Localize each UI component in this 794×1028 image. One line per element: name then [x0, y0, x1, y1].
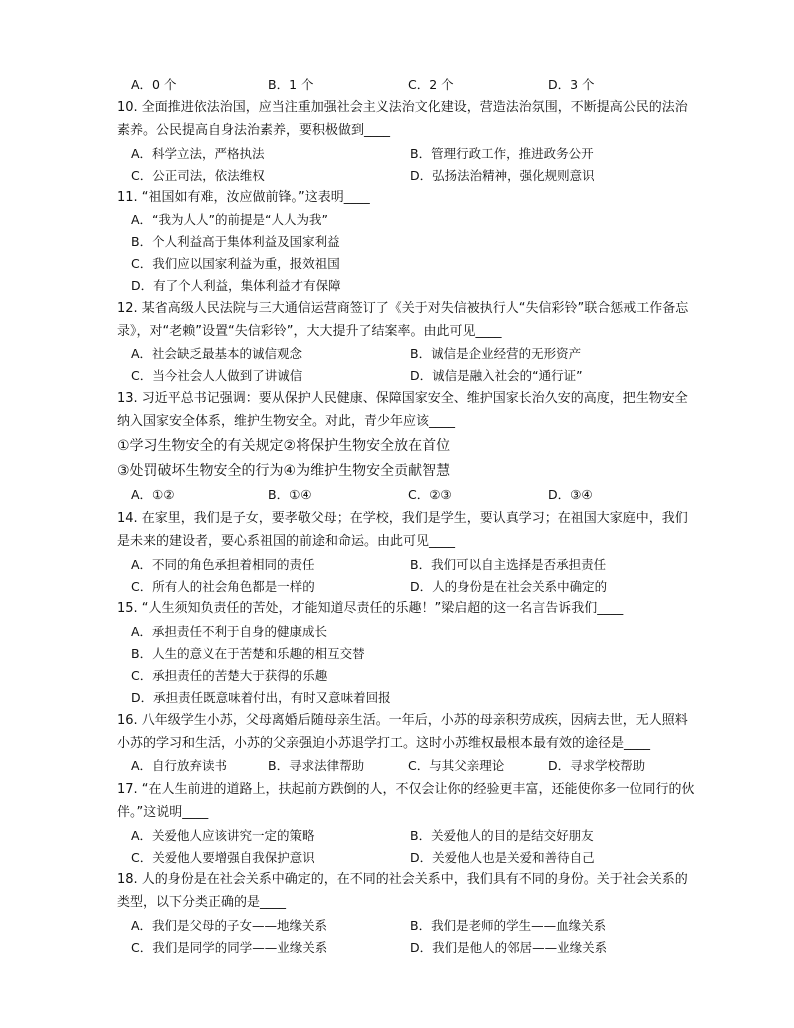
- q14-option-c[interactable]: C．所有人的社会角色都是一样的: [131, 579, 315, 594]
- q18-stem-line2: 类型，以下分类正确的是____: [117, 895, 287, 910]
- q11-option-a[interactable]: A．“我为人人”的前提是“人人为我”: [131, 212, 328, 227]
- q18-stem-line1: 18. 人的身份是在社会关系中确定的，在不同的社会关系中，我们具有不同的身份。关于社会关系的: [117, 872, 688, 887]
- q13-stem-line2: 纳入国家安全体系，维护生物安全。对此，青少年应该____: [117, 414, 456, 429]
- q17-stem-line2: 伴。”这说明____: [117, 805, 209, 820]
- q12-stem-line1: 12. 某省高级人民法院与三大通信运营商签订了《关于对失信被执行人“失信彩铃”联合惩戒工作备忘: [117, 301, 689, 316]
- q10-stem-line1: 10. 全面推进依法治国，应当注重加强社会主义法治文化建设，营造法治氛围，不断提高公民的法治: [117, 100, 688, 115]
- q17-option-c[interactable]: C．关爱他人要增强自我保护意识: [131, 850, 315, 865]
- q10-option-c[interactable]: C．公正司法，依法维权: [131, 168, 265, 183]
- q13-statement-line2: ③处罚破坏生物安全的行为④为维护生物安全贡献智慧: [117, 463, 451, 479]
- q10-stem-line2: 素养。公民提高自身法治素养，要积极做到____: [117, 123, 391, 138]
- q17-option-d[interactable]: D．关爱他人也是关爱和善待自己: [410, 850, 595, 865]
- q18-option-d[interactable]: D．我们是他人的邻居——业缘关系: [410, 940, 608, 955]
- q14-option-b[interactable]: B．我们可以自主选择是否承担责任: [410, 557, 607, 572]
- q13-option-c[interactable]: C．②③: [408, 487, 452, 502]
- q11-option-c[interactable]: C．我们应以国家利益为重，报效祖国: [131, 256, 340, 271]
- q9-option-a[interactable]: A．0 个: [131, 77, 177, 92]
- q15-option-b[interactable]: B．人生的意义在于苦楚和乐趣的相互交替: [131, 646, 365, 661]
- q12-option-c[interactable]: C．当今社会人人做到了讲诚信: [131, 368, 303, 383]
- q18-option-c[interactable]: C．我们是同学的同学——业缘关系: [131, 940, 328, 955]
- q15-stem: 15. “人生须知负责任的苦处，才能知道尽责任的乐趣！”梁启超的这一名言告诉我们____: [117, 601, 624, 616]
- q15-option-a[interactable]: A．承担责任不利于自身的健康成长: [131, 624, 328, 639]
- q10-option-d[interactable]: D．弘扬法治精神，强化规则意识: [410, 168, 595, 183]
- q12-option-d[interactable]: D．诚信是融入社会的“通行证”: [410, 368, 583, 383]
- q13-stem-line1: 13. 习近平总书记强调：要从保护人民健康、保障国家安全、维护国家长治久安的高度，把生物安全: [117, 391, 688, 406]
- q15-option-c[interactable]: C．承担责任的苦楚大于获得的乐趣: [131, 668, 328, 683]
- q13-option-d[interactable]: D．③④: [548, 487, 593, 502]
- q16-option-c[interactable]: C．与其父亲理论: [408, 758, 505, 773]
- q12-option-b[interactable]: B．诚信是企业经营的无形资产: [410, 346, 582, 361]
- q16-stem-line2: 小苏的学习和生活，小苏的父亲强迫小苏退学打工。这时小苏维权最根本最有效的途径是____: [117, 736, 651, 751]
- q11-stem: 11. “祖国如有难，汝应做前锋。”这表明____: [117, 190, 370, 205]
- q10-option-b[interactable]: B．管理行政工作，推进政务公开: [410, 146, 594, 161]
- q10-option-a[interactable]: A．科学立法，严格执法: [131, 146, 265, 161]
- q17-stem-line1: 17. “在人生前进的道路上，扶起前方跌倒的人，不仅会让你的经验更丰富，还能使你多一位同行的伙: [117, 782, 695, 797]
- q14-option-d[interactable]: D．人的身份是在社会关系中确定的: [410, 579, 608, 594]
- q15-option-d[interactable]: D．承担责任既意味着付出，有时又意味着回报: [131, 690, 391, 705]
- q16-option-b[interactable]: B．寻求法律帮助: [268, 758, 365, 773]
- q16-option-a[interactable]: A．自行放弃读书: [131, 758, 228, 773]
- q14-stem-line1: 14. 在家里，我们是子女，要孝敬父母；在学校，我们是学生，要认真学习；在祖国大家庭中，我们: [117, 511, 688, 526]
- q18-option-a[interactable]: A．我们是父母的子女——地缘关系: [131, 918, 328, 933]
- q18-option-b[interactable]: B．我们是老师的学生——血缘关系: [410, 918, 607, 933]
- q16-stem-line1: 16. 八年级学生小苏，父母离婚后随母亲生活。一年后，小苏的母亲积劳成疾，因病去世，无人照料: [117, 713, 688, 728]
- q11-option-d[interactable]: D．有了个人利益，集体利益才有保障: [131, 278, 341, 293]
- q13-option-a[interactable]: A．①②: [131, 487, 175, 502]
- q9-option-d[interactable]: D．3 个: [548, 77, 595, 92]
- q13-option-b[interactable]: B．①④: [268, 487, 312, 502]
- q12-option-a[interactable]: A．社会缺乏最基本的诚信观念: [131, 346, 303, 361]
- q14-option-a[interactable]: A．不同的角色承担着相同的责任: [131, 557, 315, 572]
- q9-option-c[interactable]: C．2 个: [408, 77, 454, 92]
- q11-option-b[interactable]: B．个人利益高于集体利益及国家利益: [131, 234, 340, 249]
- q13-statement-line1: ①学习生物安全的有关规定②将保护生物安全放在首位: [117, 438, 451, 454]
- q9-option-b[interactable]: B．1 个: [268, 77, 314, 92]
- q17-option-b[interactable]: B．关爱他人的目的是结交好朋友: [410, 828, 594, 843]
- q16-option-d[interactable]: D．寻求学校帮助: [548, 758, 646, 773]
- q12-stem-line2: 录》，对“老赖”设置“失信彩铃”，大大提升了结案率。由此可见____: [117, 324, 502, 339]
- q14-stem-line2: 是未来的建设者，要心系祖国的前途和命运。由此可见____: [117, 534, 456, 549]
- q17-option-a[interactable]: A．关爱他人应该讲究一定的策略: [131, 828, 315, 843]
